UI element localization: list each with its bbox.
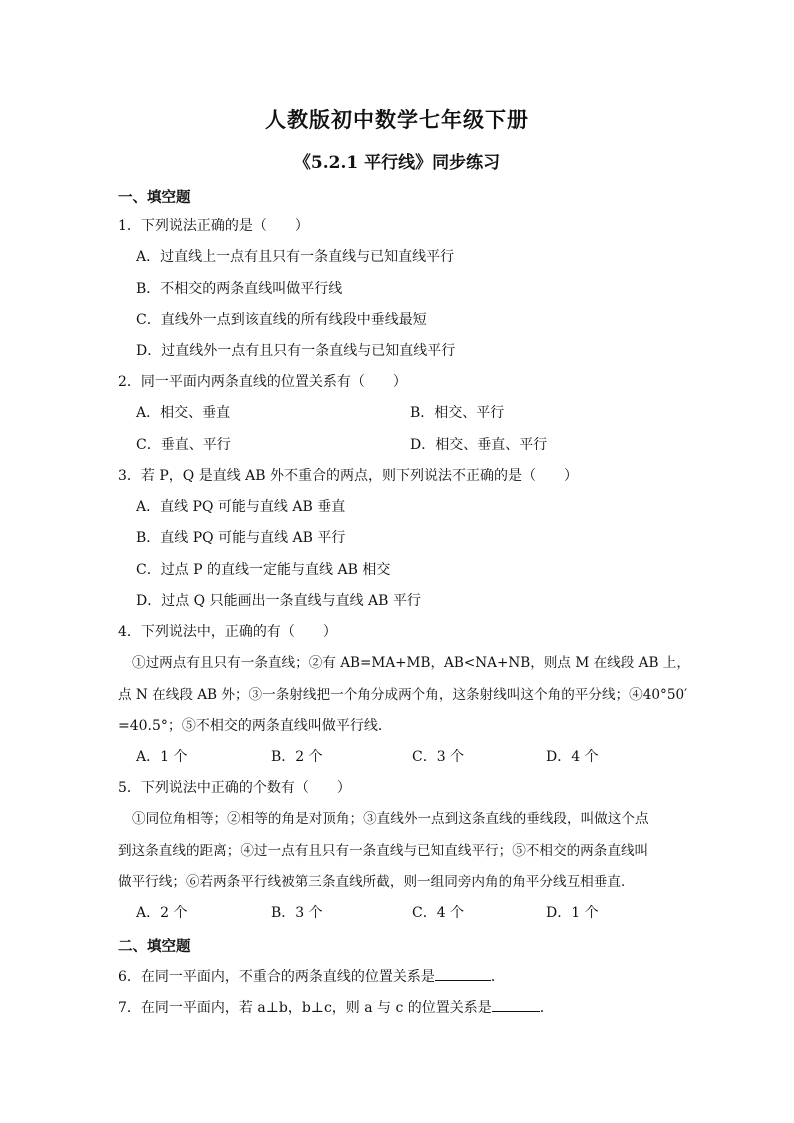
- question-4-option-c: C．3 个: [412, 749, 465, 765]
- question-4-option-b: B．2 个: [271, 749, 323, 765]
- document-title: 人教版初中数学七年级下册: [265, 107, 529, 132]
- question-1-option-b: B．不相交的两条直线叫做平行线: [136, 281, 343, 297]
- question-5-text-line-1: ①同位角相等；②相等的角是对顶角；③直线外一点到这条直线的垂线段，叫做这个点: [132, 811, 649, 827]
- question-3-option-c: C．过点 P 的直线一定能与直线 AB 相交: [136, 562, 391, 578]
- question-4-option-a: A．1 个: [136, 749, 188, 765]
- section-heading-2: 二、填空题: [118, 938, 191, 955]
- question-2-stem: 2．同一平面内两条直线的位置关系有（ ）: [118, 374, 407, 390]
- question-5-option-d: D．1 个: [546, 905, 599, 921]
- question-5-option-b: B．3 个: [271, 905, 323, 921]
- question-3-option-a: A．直线 PQ 可能与直线 AB 垂直: [136, 499, 346, 515]
- question-4-option-d: D．4 个: [546, 749, 599, 765]
- question-3-option-d: D．过点 Q 只能画出一条直线与直线 AB 平行: [136, 593, 421, 609]
- question-4-stem: 4．下列说法中，正确的有（ ）: [118, 624, 337, 640]
- question-6: [118, 966, 505, 987]
- question-1-option-c: C．直线外一点到该直线的所有线段中垂线最短: [136, 312, 427, 328]
- question-5-option-c: C．4 个: [412, 905, 465, 921]
- question-5-stem: 5．下列说法中正确的个数有（ ）: [118, 780, 351, 796]
- section-heading-1: 一、填空题: [118, 189, 191, 206]
- question-7: [118, 997, 554, 1018]
- question-5-text-line-3: 做平行线；⑥若两条平行线被第三条直线所截，则一组同旁内角的角平分线互相垂直．: [118, 874, 635, 890]
- question-3-option-b: B．直线 PQ 可能与直线 AB 平行: [136, 530, 346, 546]
- answer-blank: [435, 966, 491, 981]
- question-6-end: ．: [490, 969, 505, 985]
- question-7-stem: 7．在同一平面内，若 a⊥b，b⊥c，则 a 与 c 的位置关系是: [118, 1000, 492, 1016]
- question-4-text-line-3: =40.5°；⑤不相交的两条直线叫做平行线．: [118, 718, 392, 734]
- question-6-stem: 6．在同一平面内，不重合的两条直线的位置关系是: [118, 969, 435, 985]
- question-1-stem: 1．下列说法正确的是（ ）: [118, 218, 309, 234]
- question-1-option-a: A．过直线上一点有且只有一条直线与已知直线平行: [136, 249, 455, 265]
- question-2-option-d: D．相交、垂直、平行: [410, 437, 548, 453]
- question-5-option-a: A．2 个: [136, 905, 188, 921]
- question-2-option-b: B．相交、平行: [410, 405, 505, 421]
- question-1-option-d: D．过直线外一点有且只有一条直线与已知直线平行: [136, 343, 456, 359]
- question-3-stem: 3．若 P，Q 是直线 AB 外不重合的两点，则下列说法不正确的是（ ）: [118, 468, 579, 484]
- document-subtitle: 《5.2.1 平行线》同步练习: [293, 153, 501, 173]
- question-7-end: ．: [539, 1000, 554, 1016]
- question-5-text-line-2: 到这条直线的距离；④过一点有且只有一条直线与已知直线平行；⑤不相交的两条直线叫: [118, 843, 649, 859]
- answer-blank: [492, 997, 540, 1012]
- question-4-text-line-2: 点 N 在线段 AB 外；③一条射线把一个角分成两个角，这条射线叫这个角的平分线；④40°50′: [118, 687, 688, 703]
- question-4-text-line-1: ①过两点有且只有一条直线；②有 AB=MA+MB，AB<NA+NB，则点 M 在线段 AB 上，: [132, 655, 690, 671]
- question-2-option-a: A．相交、垂直: [136, 405, 231, 421]
- question-2-option-c: C．垂直、平行: [136, 437, 231, 453]
